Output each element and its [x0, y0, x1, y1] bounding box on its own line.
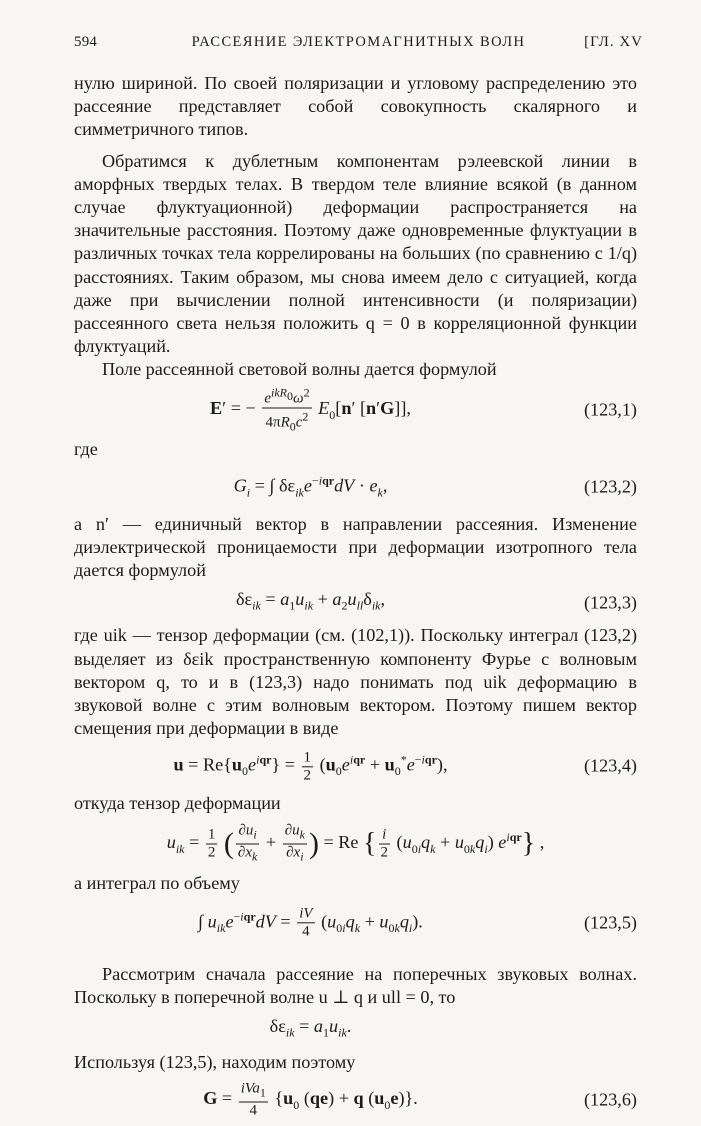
fraction: $\frac{iVa_1}{4}$: [240, 1080, 266, 1119]
equation-tag: (123,3): [583, 592, 637, 613]
fraction: $\frac{1}{2}$: [303, 749, 312, 784]
running-title: РАССЕЯНИЕ ЭЛЕКТРОМАГНИТНЫХ ВОЛН: [191, 34, 526, 50]
equation-123-2: [74, 465, 637, 509]
paragraph: где: [74, 438, 98, 459]
equation-math: $u_{ik}$ = $\frac{1}{2}$ ( $\frac{\partial u_i}{\partial x_k}$ + $\frac{\partial u_k}{\partial x_i}$ ) = Re { $\frac{i}{2}$ $(u_{0i}q_k + u_{0k}q_i)$ $e^{iqr}$} ,: [166, 822, 545, 864]
fraction: $\frac{\partial u_k}{\partial x_i}$: [284, 822, 305, 864]
equation-123-4: [74, 744, 637, 788]
equation-123-1: [74, 386, 637, 434]
fraction: $\frac{iV}{4}$: [299, 905, 313, 940]
page-header: [74, 34, 643, 58]
paragraph: Поле рассеянной световой волны дается формулой: [102, 359, 497, 380]
equation-tag: (123,6): [583, 1089, 637, 1110]
paragraph: откуда тензор деформации: [74, 793, 281, 814]
equation-math: $\delta\varepsilon_{ik} = a_1u_{ik} + a_2u_{ll}\delta_{ik}$,: [235, 589, 386, 614]
equation-math: ∫ $u_{ik}e^{-iqr}dV$ = $\frac{iV}{4}$ $(u_{0i}q_k + u_{0k}q_i)$.: [198, 905, 423, 940]
equation-math: $u = Re\{u_0e^{iqr}\}$ = $\frac{1}{2}$ $(u_0e^{iqr} + u_0^*e^{-iqr})$,: [173, 749, 448, 784]
equation-math: G = $\frac{iVa_1}{4}$ {$u_0$ (qe) + q $(u_0e)$}.: [203, 1080, 418, 1119]
chapter-label: [ГЛ. XV: [584, 34, 643, 50]
equation-math: $G_i$ = ∫ $\delta\varepsilon_{ik}e^{-iqr}dV \cdot e_k$,: [233, 473, 388, 500]
page-body: [74, 72, 637, 1126]
paragraph: где uik — тензор деформации (см. (102,1)). Поскольку интеграл (123,2) выделяет из δεik пространственную компоненту Фурье с волновым вектором q, то и в (123,3) надо понимать под uik деформацию в звуковой волне с этим волновым вектором. Поэтому пишем вектор смещения при деформации в виде: [74, 625, 637, 739]
equation-transverse: [74, 1013, 637, 1047]
paragraph: Рассмотрим сначала рассеяние на поперечных звуковых волнах. Поскольку в поперечной волне u ⊥ q и ull = 0, то: [74, 963, 637, 1008]
equation-tag: (123,2): [583, 476, 637, 497]
fraction: $\frac{1}{2}$: [207, 826, 216, 861]
fraction: $\frac{i}{2}$: [380, 826, 388, 861]
equation-strain-tensor: [74, 820, 637, 868]
equation-123-5: [74, 899, 637, 947]
paragraph: а интеграл по объему: [74, 872, 240, 893]
equation-math: E′ = − $\frac{e^{ikR_0}\omega^2}{4\pi R_0c^2}$ $E_0[n'$ [n′G]],: [210, 385, 411, 434]
equation-123-6: [74, 1078, 637, 1122]
paragraph: Обратимся к дублетным компонентам рэлеевской линии в аморфных твердых телах. В твердом теле влияние всякой (в данном случае флуктуационной) деформации распространяется на значительные расстояния. Поэтому даже одновременные флуктуации в различных точках тела коррелированы на больших (по сравнению с 1/q) расстояниях. Таким образом, мы снова имеем дело с ситуацией, когда даже при вычислении полной интенсивности (и поляризации) рассеянного света нельзя положить q = 0 в корреляционной функции флуктуаций.: [74, 150, 637, 357]
paragraph: а n′ — единичный вектор в направлении рассеяния. Изменение диэлектрической проницаемости при деформации изотропного тела дается формулой: [74, 513, 637, 581]
equation-tag: (123,5): [583, 912, 637, 933]
page-number: 594: [74, 34, 98, 50]
paragraph: Используя (123,5), находим поэтому: [74, 1052, 356, 1073]
equation-tag: (123,4): [583, 755, 637, 776]
equation-tag: (123,1): [583, 399, 637, 420]
fraction: $\frac{e^{ikR_0}\omega^2}{4\pi R_0c^2}$: [264, 385, 310, 434]
equation-123-3: [74, 586, 637, 620]
fraction: $\frac{\partial u_i}{\partial x_k}$: [237, 822, 258, 864]
paragraph: нулю шириной. По своей поляризации и угловому распределению это рассеяние представляет собой совокупность скалярного и симметричного типов.: [74, 73, 637, 140]
equation-math: $\delta\varepsilon_{ik} = a_1u_{ik}$.: [269, 1016, 352, 1040]
